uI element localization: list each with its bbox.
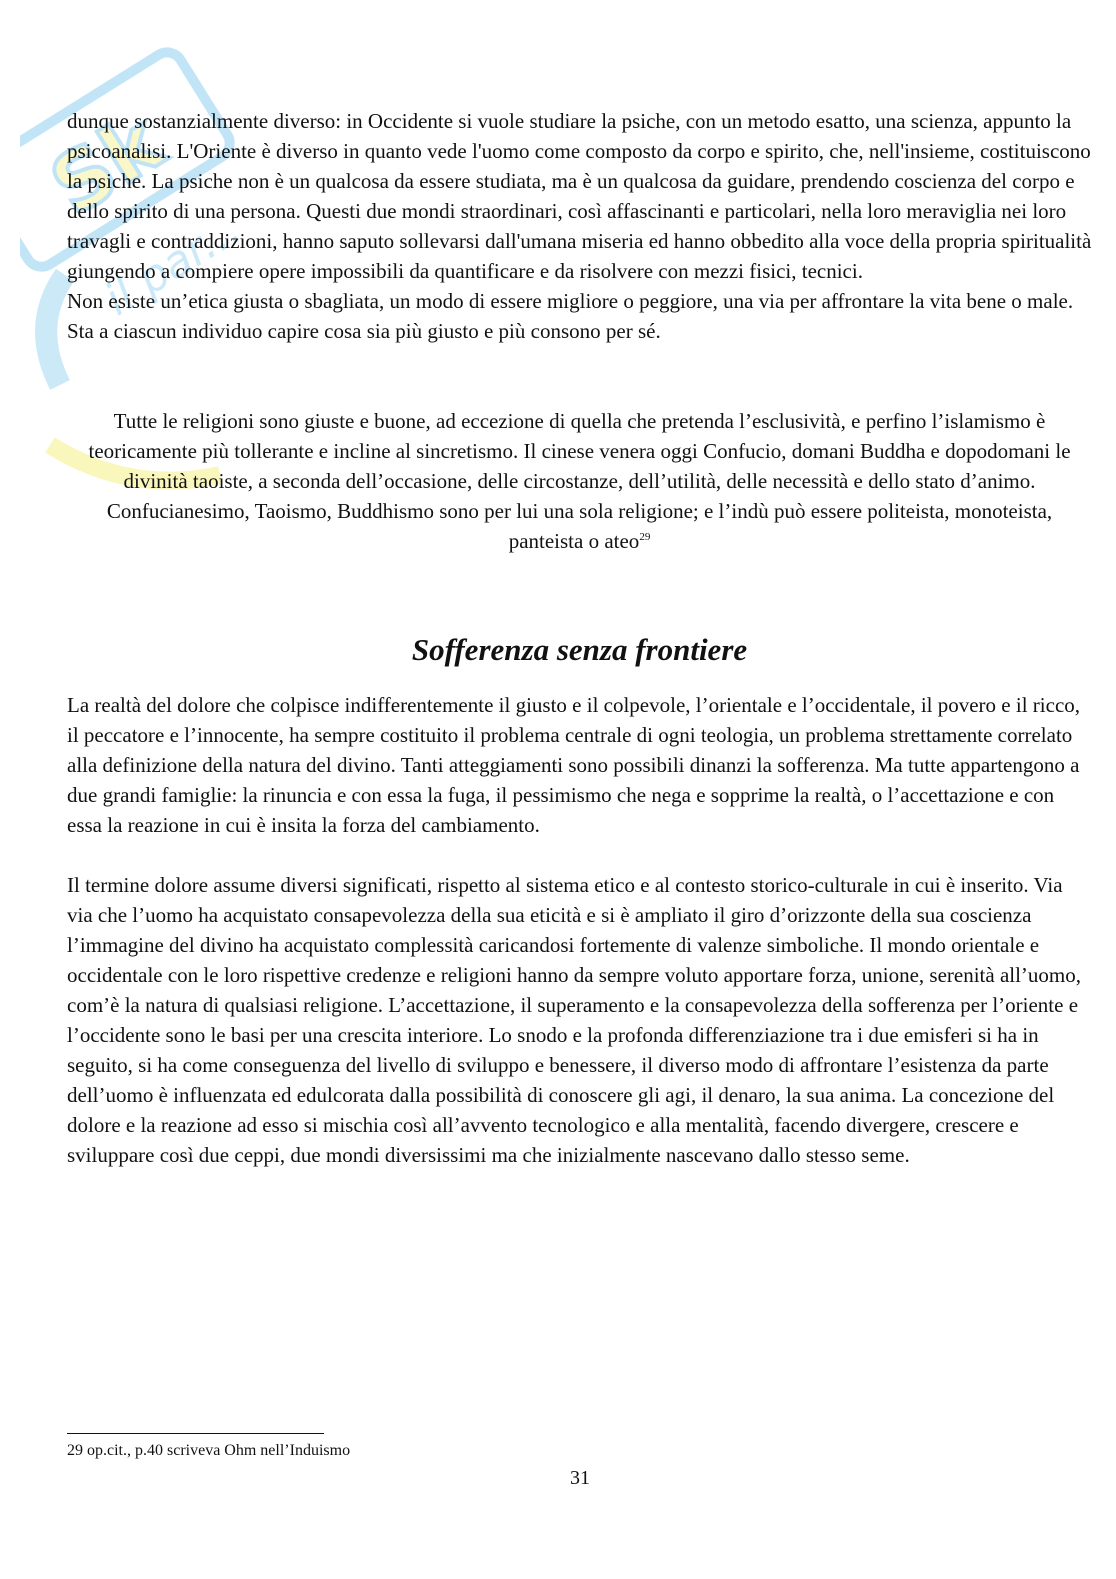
footnote-separator (67, 1433, 324, 1434)
page-number: 31 (570, 1467, 590, 1489)
svg-text:il par...: il par... (96, 203, 250, 326)
body-paragraph: dunque sostanzialmente diverso: in Occidente si vuole studiare la psiche, con un metodo esatto, una scienza, appunto la psicoanalisi. L'Oriente è diverso in quanto vede l'uomo come composto da corpo e spirito, che, nell'insieme, costituiscono la psiche. La psiche non è un qualcosa da essere studiata, ma è un qualcosa da guidare, prendendo coscienza del corpo e dello spirito di una persona. Questi due mondi straordinari, così affascinanti e particolari, nella loro meraviglia nei loro travagli e contraddizioni, hanno saputo sollevarsi dall'umana miseria ed hanno obbedito alla voce della propria spiritualità giungendo a compiere opere impossibili da quantificare e da risolvere con mezzi fisici, tecnici. (67, 109, 1092, 283)
svg-text:Sk: Sk (35, 95, 179, 234)
footnote-text: 29 op.cit., p.40 scriveva Ohm nell’Induismo (67, 1442, 351, 1459)
body-paragraph: Non esiste un’etica giusta o sbagliata, un modo di essere migliore o peggiore, una via per affrontare la vita bene o male. Sta a ciascun individuo capire cosa sia più giusto e più consono per sé. (67, 289, 1074, 343)
footnote-reference[interactable]: 29 (639, 531, 651, 543)
page-content (67, 106, 1092, 1170)
quote-text: Tutte le religioni sono giuste e buone, ad eccezione di quella che pretenda l’esclusività, e perfino l’islamismo è teoricamente più tollerante e incline al sincretismo. Il cinese venera oggi Confucio, domani Buddha e dopodomani le divinità taoiste, a seconda dell’occasione, delle circostanze, dell’utilità, delle necessità e dello stato d’animo. Confucianesimo, Taoismo, Buddhismo sono per lui una sola religione; e l’indù può essere politeista, monoteista, panteista o ateo (88, 409, 1071, 553)
body-paragraph: Il termine dolore assume diversi significati, rispetto al sistema etico e al contesto storico-culturale in cui è inserito. Via via che l’uomo ha acquistato consapevolezza della sua eticità e si è ampliato il giro d’orizzonte della sua coscienza l’immagine del divino ha acquistato complessità caricandosi fortemente di valenze simboliche. Il mondo orientale e occidentale con le loro rispettive credenze e religioni hanno da sempre voluto apportare forza, unione, serenità all’uomo, com’è la natura di qualsiasi religione. L’accettazione, il superamento e la consapevolezza della sofferenza per l’oriente e l’occidente sono le basi per una crescita interiore. Lo snodo e la profonda differenziazione tra i due emisferi si ha in seguito, si ha come conseguenza del livello di sviluppo e benessere, il diverso modo di affrontare l’esistenza da parte dell’uomo è influenzata ed edulcorata dalla possibilità di conoscere gli agi, il denaro, la sua anima. La concezione del dolore e la reazione ad esso si mischia così all’avvento tecnologico e alla mentalità, facendo divergere, crescere e sviluppare così due ceppi, due mondi diversissimi ma che inizialmente nascevano dallo stesso seme. (67, 873, 1082, 1167)
body-paragraph: La realtà del dolore che colpisce indifferentemente il giusto e il colpevole, l’orientale e l’occidentale, il povero e il ricco, il peccatore e l’innocente, ha sempre costituito il problema centrale di ogni teologia, un problema strettamente correlato alla definizione della natura del divino. Tanti atteggiamenti sono possibili dinanzi la sofferenza. Ma tutte appartengono a due grandi famiglie: la rinuncia e con essa la fuga, il pessimismo che nega e sopprime la realtà, o l’accettazione e con essa la reazione in cui è insita la forza del cambiamento. (67, 693, 1081, 837)
section-title: Sofferenza senza frontiere (411, 632, 748, 667)
block-quote (67, 406, 1092, 556)
